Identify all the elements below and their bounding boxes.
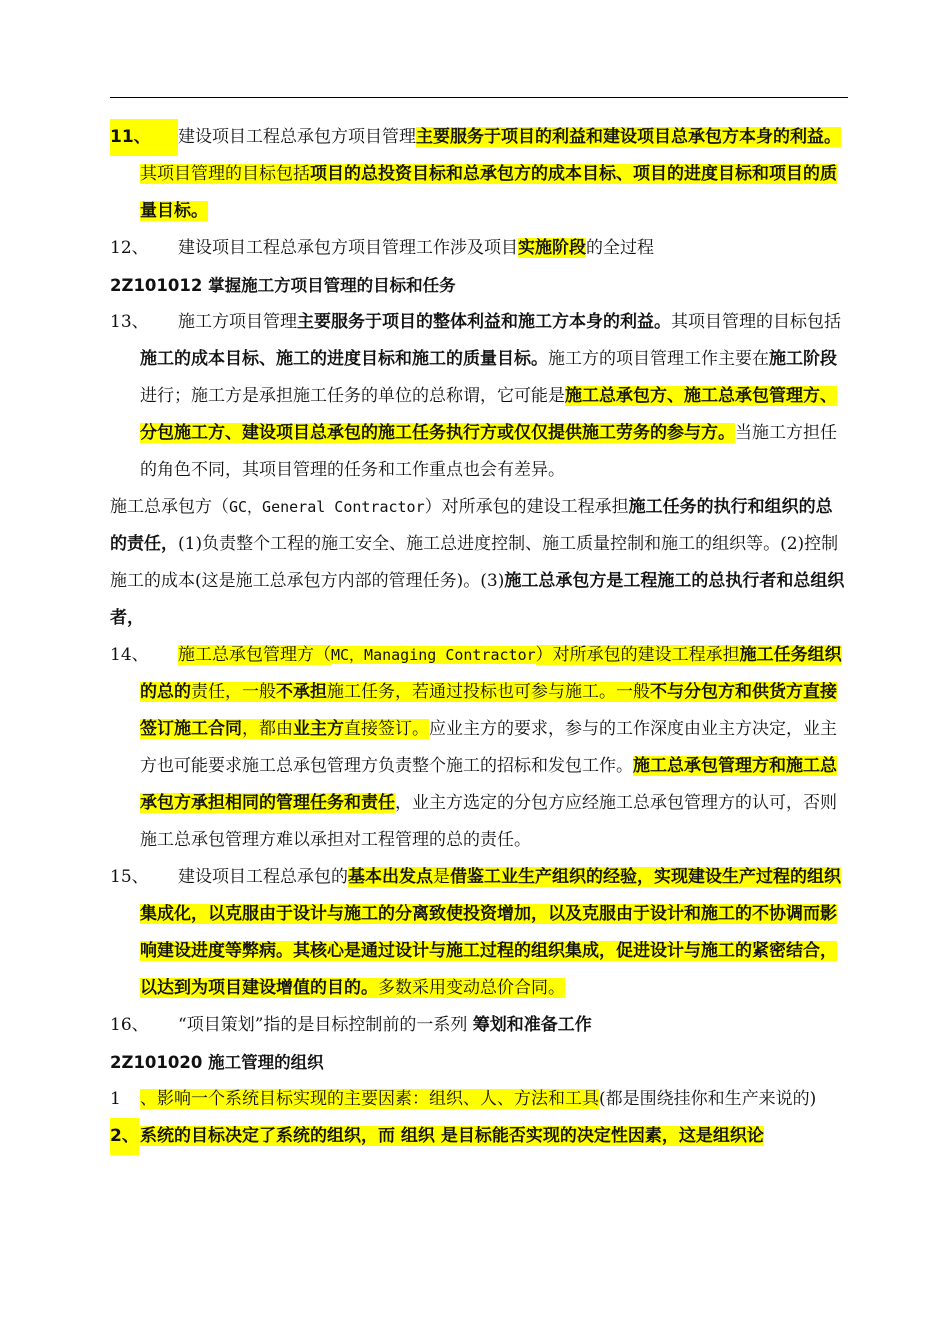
gc-paragraph: 施工总承包方（GC，General Contractor）对所承包的建设工程承担施工任务的执行和组织的总的责任，(1)负责整个工程的施工安全、施工总进度控制、施工质量控制和施工的组织等。(2)控制施工的成本(这是施工总承包方内部的管理任务)。(3)施工总承包方是工程施工的总执行者和总组织者， (110, 497, 845, 628)
item-number: 14、 (110, 645, 149, 665)
item-number: 16、 (110, 1015, 149, 1035)
item-number: 1 (110, 1089, 121, 1109)
document-body (110, 119, 848, 1155)
item-14: 14、 施工总承包管理方（MC，Managing Contractor）对所承包的建设工程承担施工任务组织的总的责任，一般不承担施工任务，若通过投标也可参与施工。一般不与分包方和供货方直接签订施工合同，都由业主方直接签订。应业主方的要求，参与的工作深度由业主方决定，业主方也可能要求施工总承包管理方负责整个施工的招标和发包工作。施工总承包管理方和施工总承包方承担相同的管理任务和责任，业主方选定的分包方应经施工总承包管理方的认可，否则施工总承包管理方难以承担对工程管理的总的责任。 (110, 637, 848, 859)
header-rule (110, 97, 848, 98)
item-number: 13、 (110, 312, 149, 332)
section-heading: 2Z101020 施工管理的组织 (110, 1053, 324, 1072)
item-number: 2、 (110, 1118, 139, 1155)
item-15: 15、 建设项目工程总承包的基本出发点是借鉴工业生产组织的经验，实现建设生产过程的组织集成化，以克服由于设计与施工的分离致使投资增加，以及克服由于设计和施工的不协调而影响建设进度等弊病。其核心是通过设计与施工过程的组织集成，促进设计与施工的紧密结合，以达到为项目建设增值的目的。多数采用变动总价合同。 (110, 859, 848, 1007)
section-heading: 2Z101012 掌握施工方项目管理的目标和任务 (110, 276, 456, 295)
item-number: 15、 (110, 867, 149, 887)
item-11: 11、 建设项目工程总承包方项目管理主要服务于项目的利益和建设项目总承包方本身的利益。其项目管理的目标包括项目的总投资目标和总承包方的成本目标、项目的进度目标和项目的质量目标。 (110, 119, 848, 230)
item-number: 12、 (110, 238, 149, 258)
item-j2: 2、 系统的目标决定了系统的组织，而 组织 是目标能否实现的决定性因素，这是组织论 (110, 1118, 848, 1155)
item-16: 16、 “项目策划”指的是目标控制前的一系列 筹划和准备工作 (110, 1007, 848, 1044)
item-j1: 1 、影响一个系统目标实现的主要因素：组织、人、方法和工具(都是围绕挂你和生产来说的) (110, 1081, 848, 1118)
item-13: 13、 施工方项目管理主要服务于项目的整体利益和施工方本身的利益。其项目管理的目标包括施工的成本目标、施工的进度目标和施工的质量目标。施工方的项目管理工作主要在施工阶段进行；施工方是承担施工任务的单位的总称谓，它可能是施工总承包方、施工总承包管理方、分包施工方、建设项目总承包的施工任务执行方或仅仅提供施工劳务的参与方。当施工方担任的角色不同，其项目管理的任务和工作重点也会有差异。 (110, 304, 848, 489)
item-number: 11、 (110, 119, 178, 156)
item-12: 12、 建设项目工程总承包方项目管理工作涉及项目实施阶段的全过程 (110, 230, 848, 267)
